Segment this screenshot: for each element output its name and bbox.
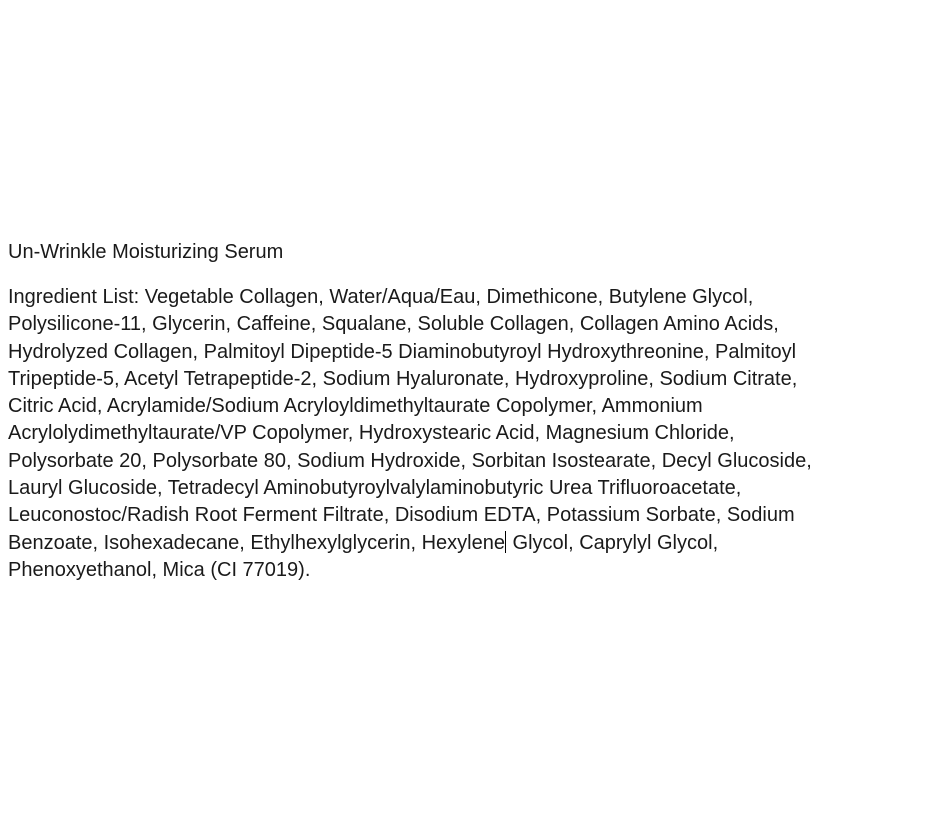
ingredient-line: Polysilicone-11, Glycerin, Caffeine, Squalane, Soluble Collagen, Collagen Amino Acids, (8, 313, 779, 336)
product-title: Un-Wrinkle Moisturizing Serum (8, 241, 284, 263)
text-before-caret: Benzoate, Isohexadecane, Ethylhexylglycerin, Hexylene (8, 531, 505, 554)
ingredient-line: Leuconostoc/Radish Root Ferment Filtrate, Disodium EDTA, Potassium Sorbate, Sodium (8, 504, 795, 527)
ingredient-line: Ingredient List: Vegetable Collagen, Water/Aqua/Eau, Dimethicone, Butylene Glycol, (8, 286, 754, 308)
ingredient-line: Acrylolydimethyltaurate/VP Copolymer, Hydroxystearic Acid, Magnesium Chloride, (8, 422, 735, 445)
ingredient-line: Hydrolyzed Collagen, Palmitoyl Dipeptide-5 Diaminobutyroyl Hydroxythreonine, Palmitoyl (8, 340, 797, 363)
document-body[interactable] (8, 239, 930, 584)
ingredient-line: Tripeptide-5, Acetyl Tetrapeptide-2, Sodium Hyaluronate, Hydroxyproline, Sodium Citrate, (8, 367, 798, 390)
ingredient-line: Lauryl Glucoside, Tetradecyl Aminobutyroylvalylaminobutyric Urea Trifluoroacetate, (8, 477, 742, 500)
ingredient-line-with-caret (8, 530, 930, 557)
text-after-caret: Glycol, Caprylyl Glycol, (506, 531, 719, 554)
ingredient-line: Phenoxyethanol, Mica (CI 77019). (8, 558, 311, 581)
ingredient-line: Polysorbate 20, Polysorbate 80, Sodium Hydroxide, Sorbitan Isostearate, Decyl Glucoside, (8, 449, 812, 472)
ingredient-list (8, 284, 930, 584)
ingredient-line: Citric Acid, Acrylamide/Sodium Acryloyldimethyltaurate Copolymer, Ammonium (8, 395, 703, 418)
text-cursor (505, 531, 506, 553)
